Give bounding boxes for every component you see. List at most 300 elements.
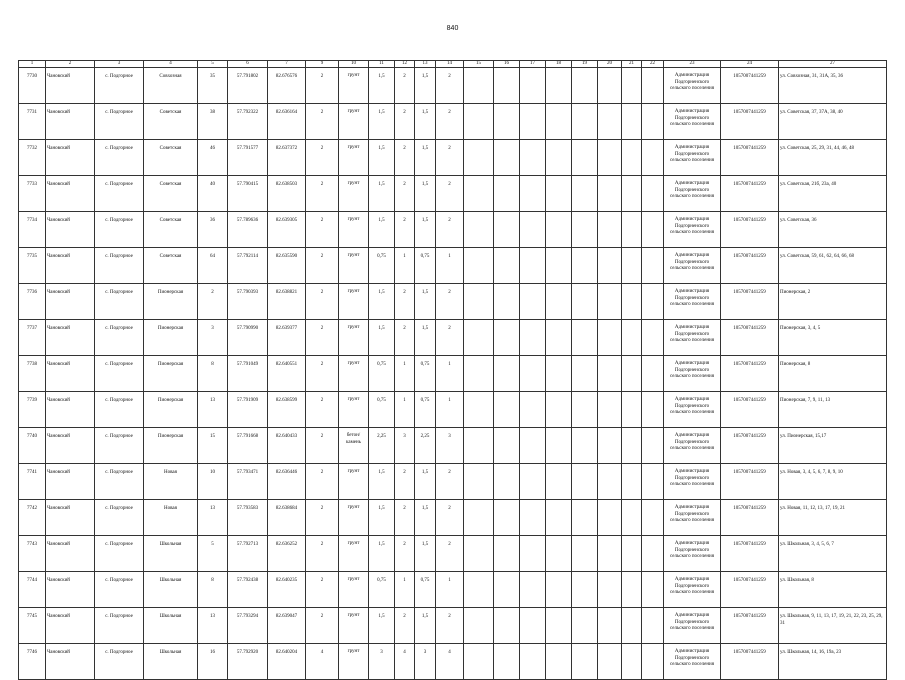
width-cell: 4 [395,644,415,680]
empty-cell [642,248,664,284]
table-row [19,284,887,320]
empty-cell [622,644,642,680]
empty-cell [546,428,572,464]
row-id-cell: 7731 [19,104,46,140]
empty-cell [464,104,494,140]
street-cell: Советская [144,140,198,176]
longitude-cell: 82.636164 [268,104,306,140]
empty-cell [494,320,520,356]
width-cell: 1,5 [369,500,395,536]
settlement-cell: с. Подгорное [95,320,144,356]
ogrn-cell: 1057007441259 [721,320,779,356]
empty-cell [598,320,622,356]
settlement-cell: с. Подгорное [95,68,144,104]
ogrn-cell: 1057007441259 [721,536,779,572]
empty-cell [572,320,598,356]
empty-cell [598,68,622,104]
ogrn-cell: 1057007441259 [721,68,779,104]
category-cell: 2 [306,104,339,140]
width-cell: 2 [436,608,464,644]
width-cell: 1 [395,572,415,608]
empty-cell [572,356,598,392]
empty-cell [622,464,642,500]
settlement-cell: с. Подгорное [95,572,144,608]
empty-cell [598,248,622,284]
district-cell: Чановский [46,572,95,608]
ogrn-cell: 1057007441259 [721,176,779,212]
width-cell: 1,5 [415,500,436,536]
width-cell: 1,5 [415,140,436,176]
empty-cell [546,356,572,392]
width-cell: 2,25 [369,428,395,464]
width-cell: 1,5 [415,608,436,644]
length-cell: 35 [198,68,228,104]
category-cell: 2 [306,428,339,464]
empty-cell [642,392,664,428]
row-id-cell: 7739 [19,392,46,428]
surface-cell: грунт [339,608,369,644]
width-cell: 2 [395,320,415,356]
surface-cell: грунт [339,140,369,176]
empty-cell [546,644,572,680]
ogrn-cell: 1057007441259 [721,356,779,392]
latitude-cell: 57.789636 [228,212,268,248]
empty-cell [494,644,520,680]
latitude-cell: 57.791802 [228,68,268,104]
empty-cell [572,140,598,176]
width-cell: 0,75 [415,392,436,428]
empty-cell [598,608,622,644]
width-cell: 1 [436,392,464,428]
latitude-cell: 57.792438 [228,572,268,608]
settlement-cell: с. Подгорное [95,140,144,176]
latitude-cell: 57.790393 [228,284,268,320]
settlement-cell: с. Подгорное [95,536,144,572]
length-cell: 15 [198,428,228,464]
empty-cell [598,176,622,212]
settlement-cell: с. Подгорное [95,176,144,212]
empty-cell [494,500,520,536]
table-row [19,320,887,356]
address-cell: ул. Советская, 37, 37А, 38, 40 [779,104,887,140]
width-cell: 1 [395,356,415,392]
address-cell: ул. Школьная, 14, 16, 19а, 23 [779,644,887,680]
column-number-cell: 2 [46,61,95,68]
length-cell: 40 [198,176,228,212]
empty-cell [572,428,598,464]
address-cell: ул. Школьная, 9, 11, 13, 17, 19, 21, 22, 23, 25, 29, 31 [779,608,887,644]
longitude-cell: 82.640204 [268,644,306,680]
empty-cell [642,356,664,392]
ogrn-cell: 1057007441259 [721,104,779,140]
owner-cell: Администрация Подгорненского сельского поселения [664,320,721,356]
length-cell: 36 [198,212,228,248]
district-cell: Чановский [46,500,95,536]
empty-cell [520,176,546,212]
column-number-cell: 16 [494,61,520,68]
longitude-cell: 82.640235 [268,572,306,608]
width-cell: 1,5 [369,176,395,212]
width-cell: 1 [395,392,415,428]
settlement-cell: с. Подгорное [95,356,144,392]
settlement-cell: с. Подгорное [95,248,144,284]
longitude-cell: 82.639047 [268,608,306,644]
district-cell: Чановский [46,104,95,140]
empty-cell [622,284,642,320]
table-row [19,428,887,464]
empty-cell [464,284,494,320]
settlement-cell: с. Подгорное [95,104,144,140]
longitude-cell: 82.636446 [268,464,306,500]
ogrn-cell: 1057007441259 [721,572,779,608]
width-cell: 2 [436,320,464,356]
row-id-cell: 7738 [19,356,46,392]
width-cell: 0,75 [415,572,436,608]
width-cell: 2 [436,176,464,212]
empty-cell [598,500,622,536]
width-cell: 1,5 [415,284,436,320]
address-cell: ул. Новая, 11, 12, 13, 17, 19, 21 [779,500,887,536]
column-number-cell: 7 [268,61,306,68]
empty-cell [642,320,664,356]
empty-cell [520,464,546,500]
empty-cell [572,608,598,644]
column-number-cell: 10 [339,61,369,68]
category-cell: 2 [306,536,339,572]
width-cell: 0,75 [369,392,395,428]
empty-cell [520,140,546,176]
column-number-cell: 13 [415,61,436,68]
district-cell: Чановский [46,608,95,644]
length-cell: 8 [198,356,228,392]
row-id-cell: 7733 [19,176,46,212]
surface-cell: грунт [339,212,369,248]
empty-cell [546,500,572,536]
street-cell: Школьная [144,644,198,680]
category-cell: 2 [306,572,339,608]
width-cell: 1,5 [369,608,395,644]
address-cell: Пионерская, 7, 9, 11, 13 [779,392,887,428]
table-row [19,212,887,248]
page-number: 840 [446,25,459,32]
longitude-cell: 82.635590 [268,248,306,284]
owner-cell: Администрация Подгорненского сельского поселения [664,140,721,176]
longitude-cell: 82.640551 [268,356,306,392]
latitude-cell: 57.790415 [228,176,268,212]
length-cell: 16 [198,644,228,680]
category-cell: 2 [306,320,339,356]
empty-cell [520,428,546,464]
empty-cell [642,104,664,140]
empty-cell [598,392,622,428]
empty-cell [598,104,622,140]
empty-cell [464,392,494,428]
width-cell: 1,5 [415,68,436,104]
width-cell: 2 [395,176,415,212]
settlement-cell: с. Подгорное [95,428,144,464]
empty-cell [598,212,622,248]
width-cell: 1,5 [369,284,395,320]
empty-cell [464,356,494,392]
width-cell: 2 [395,284,415,320]
length-cell: 2 [198,284,228,320]
empty-cell [622,536,642,572]
width-cell: 1 [436,356,464,392]
surface-cell: грунт [339,248,369,284]
empty-cell [520,500,546,536]
district-cell: Чановский [46,644,95,680]
empty-cell [520,68,546,104]
empty-cell [520,392,546,428]
row-id-cell: 7732 [19,140,46,176]
category-cell: 4 [306,644,339,680]
empty-cell [642,428,664,464]
table-row [19,608,887,644]
empty-cell [598,536,622,572]
settlement-cell: с. Подгорное [95,212,144,248]
width-cell: 2 [436,68,464,104]
empty-cell [494,68,520,104]
street-cell: Советская [144,248,198,284]
empty-cell [494,356,520,392]
owner-cell: Администрация Подгорненского сельского поселения [664,176,721,212]
address-cell: ул. Советская, 36 [779,212,887,248]
column-number-cell: 17 [520,61,546,68]
street-cell: Новая [144,464,198,500]
surface-cell: грунт [339,572,369,608]
surface-cell: грунт [339,284,369,320]
width-cell: 2 [436,104,464,140]
empty-cell [464,68,494,104]
empty-cell [642,464,664,500]
address-cell: ул. Школьная, 3, 4, 5, 6, 7 [779,536,887,572]
width-cell: 1,5 [369,104,395,140]
address-cell: ул. Советская, 59, 61, 62, 64, 66, 68 [779,248,887,284]
owner-cell: Администрация Подгорненского сельского поселения [664,608,721,644]
empty-cell [642,644,664,680]
empty-cell [572,644,598,680]
address-cell: ул. Совхозная, 31, 31А, 35, 36 [779,68,887,104]
width-cell: 1,5 [369,320,395,356]
width-cell: 2 [395,500,415,536]
address-cell: ул. Новая, 3, 4, 5, 6, 7, 8, 9, 10 [779,464,887,500]
width-cell: 1,5 [369,140,395,176]
empty-cell [598,428,622,464]
empty-cell [598,356,622,392]
row-id-cell: 7734 [19,212,46,248]
width-cell: 2 [395,608,415,644]
width-cell: 1,5 [415,320,436,356]
longitude-cell: 82.640433 [268,428,306,464]
empty-cell [464,248,494,284]
empty-cell [642,140,664,176]
street-cell: Школьная [144,536,198,572]
empty-cell [572,464,598,500]
column-number-cell: 21 [622,61,642,68]
width-cell: 1,5 [415,176,436,212]
width-cell: 2,25 [415,428,436,464]
longitude-cell: 82.639305 [268,212,306,248]
length-cell: 8 [198,572,228,608]
empty-cell [464,320,494,356]
owner-cell: Администрация Подгорненского сельского поселения [664,356,721,392]
length-cell: 38 [198,104,228,140]
owner-cell: Администрация Подгорненского сельского поселения [664,392,721,428]
district-cell: Чановский [46,212,95,248]
width-cell: 1,5 [415,536,436,572]
street-cell: Школьная [144,572,198,608]
empty-cell [520,104,546,140]
owner-cell: Администрация Подгорненского сельского поселения [664,536,721,572]
empty-cell [622,104,642,140]
empty-cell [622,392,642,428]
street-cell: Советская [144,212,198,248]
empty-cell [642,500,664,536]
district-cell: Чановский [46,464,95,500]
latitude-cell: 57.791577 [228,140,268,176]
empty-cell [598,464,622,500]
empty-cell [464,428,494,464]
surface-cell: грунт [339,392,369,428]
latitude-cell: 57.792713 [228,536,268,572]
owner-cell: Администрация Подгорненского сельского поселения [664,464,721,500]
surface-cell: грунт [339,68,369,104]
row-id-cell: 7736 [19,284,46,320]
longitude-cell: 82.638503 [268,176,306,212]
street-cell: Пионерская [144,392,198,428]
row-id-cell: 7737 [19,320,46,356]
column-number-cell: 12 [395,61,415,68]
owner-cell: Администрация Подгорненского сельского поселения [664,68,721,104]
width-cell: 0,75 [415,248,436,284]
width-cell: 0,75 [369,572,395,608]
table-row [19,176,887,212]
empty-cell [494,212,520,248]
width-cell: 1,5 [415,104,436,140]
latitude-cell: 57.791049 [228,356,268,392]
empty-cell [572,68,598,104]
row-id-cell: 7746 [19,644,46,680]
ogrn-cell: 1057007441259 [721,644,779,680]
empty-cell [546,320,572,356]
empty-cell [520,644,546,680]
empty-cell [494,140,520,176]
length-cell: 13 [198,500,228,536]
empty-cell [572,500,598,536]
table-row [19,644,887,680]
settlement-cell: с. Подгорное [95,392,144,428]
empty-cell [494,464,520,500]
longitude-cell: 82.638684 [268,500,306,536]
empty-cell [598,284,622,320]
owner-cell: Администрация Подгорненского сельского поселения [664,212,721,248]
row-id-cell: 7745 [19,608,46,644]
empty-cell [622,356,642,392]
empty-cell [546,68,572,104]
empty-cell [494,176,520,212]
empty-cell [622,140,642,176]
length-cell: 46 [198,140,228,176]
length-cell: 13 [198,608,228,644]
district-cell: Чановский [46,284,95,320]
table-row [19,536,887,572]
row-id-cell: 7735 [19,248,46,284]
surface-cell: грунт [339,104,369,140]
latitude-cell: 57.790990 [228,320,268,356]
column-number-cell: 4 [144,61,198,68]
row-id-cell: 7741 [19,464,46,500]
empty-cell [464,176,494,212]
street-cell: Советская [144,176,198,212]
owner-cell: Администрация Подгорненского сельского поселения [664,500,721,536]
width-cell: 1 [395,248,415,284]
width-cell: 1,5 [369,68,395,104]
category-cell: 2 [306,500,339,536]
empty-cell [520,356,546,392]
street-cell: Пионерская [144,428,198,464]
empty-cell [494,104,520,140]
column-number-cell: 27 [779,61,887,68]
width-cell: 1,5 [415,464,436,500]
column-number-cell: 23 [664,61,721,68]
width-cell: 2 [436,500,464,536]
empty-cell [546,248,572,284]
empty-cell [464,500,494,536]
width-cell: 3 [436,428,464,464]
width-cell: 1,5 [369,464,395,500]
width-cell: 0,75 [369,248,395,284]
surface-cell: грунт [339,536,369,572]
empty-cell [464,140,494,176]
empty-cell [572,392,598,428]
empty-cell [464,212,494,248]
column-number-cell: 15 [464,61,494,68]
column-number-cell: 22 [642,61,664,68]
empty-cell [642,68,664,104]
address-cell: ул. Пионерская, 15,17 [779,428,887,464]
empty-cell [520,284,546,320]
category-cell: 2 [306,392,339,428]
length-cell: 64 [198,248,228,284]
surface-cell: грунт [339,176,369,212]
district-cell: Чановский [46,68,95,104]
category-cell: 2 [306,284,339,320]
empty-cell [546,608,572,644]
column-number-cell: 19 [572,61,598,68]
address-cell: Пионерская, 2 [779,284,887,320]
ogrn-cell: 1057007441259 [721,392,779,428]
ogrn-cell: 1057007441259 [721,464,779,500]
empty-cell [546,572,572,608]
latitude-cell: 57.791668 [228,428,268,464]
owner-cell: Администрация Подгорненского сельского поселения [664,428,721,464]
column-number-cell: 3 [95,61,144,68]
empty-cell [642,176,664,212]
street-cell: Советская [144,104,198,140]
empty-cell [546,104,572,140]
surface-cell: бетон/ камень [339,428,369,464]
ogrn-cell: 1057007441259 [721,284,779,320]
address-cell: Пионерская, 3, 4, 5 [779,320,887,356]
row-id-cell: 7743 [19,536,46,572]
empty-cell [520,536,546,572]
ogrn-cell: 1057007441259 [721,608,779,644]
empty-cell [622,248,642,284]
column-number-row [19,61,887,68]
empty-cell [520,320,546,356]
table-row [19,356,887,392]
empty-cell [642,572,664,608]
